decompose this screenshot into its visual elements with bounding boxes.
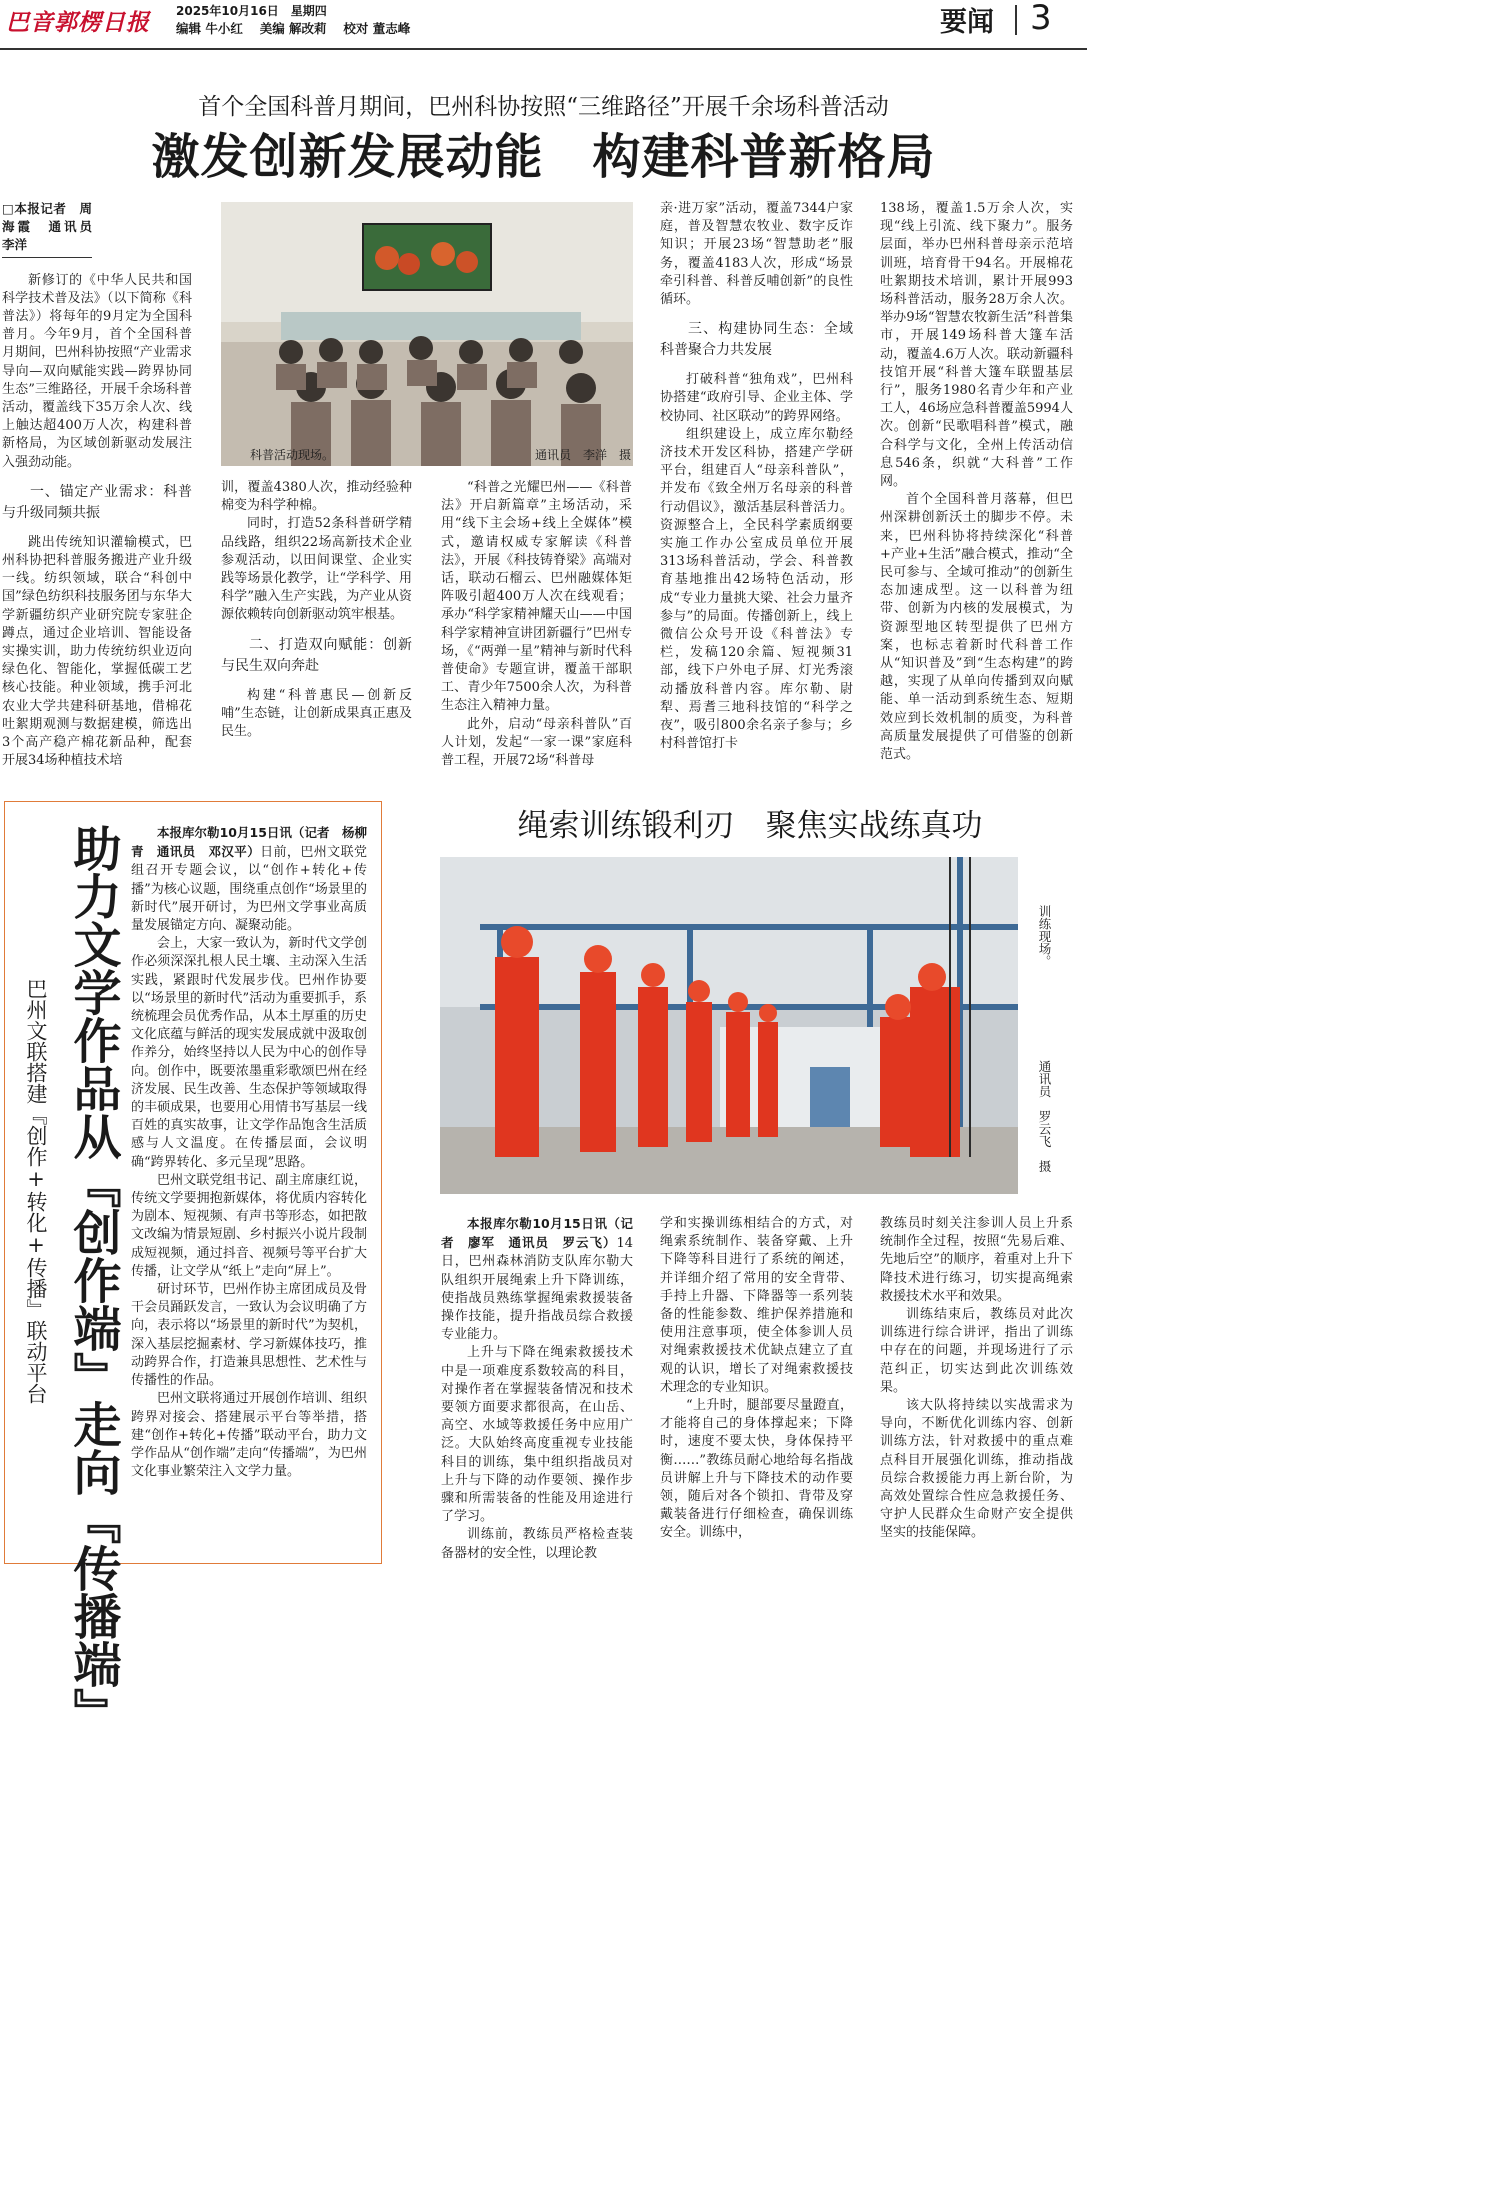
article2-byline: 本报库尔勒10月15日讯（记者 杨柳青 通讯员 邓汉平） — [131, 825, 367, 860]
article1-paragraph: 组织建设上，成立库尔勒经济技术开发区科协，搭建产学研平台，组建百人“母亲科普队”，并发布《致全州万名母亲的科普行动倡议》，激活基层科普活力。资源整合上，全民科学素质纲要实施工作办公室成员单位开展313场科普活动，学会、科普教育基地推出42场特色活动，形成“专业力量挑大梁、社会力量齐参与”的局面。传播创新上，线上微信公众号开设《科普法》专栏，发稿120余篇、短视频31部，线下户外电子屏、灯光秀滚动播放科普内容。库尔勒、尉犁、焉耆三地科技馆的“科学之夜”，吸引800余名亲子参与；乡村科普馆打卡 — [660, 426, 853, 752]
paper-name-logo: 巴音郭楞日报 — [6, 9, 150, 36]
article1-column-1 — [2, 200, 192, 778]
article3-title: 绳索训练锻利刃 聚焦实战练真功 — [517, 808, 983, 844]
photo-credit: 通讯员 李洋 摄 — [535, 448, 632, 462]
section-divider — [1015, 5, 1017, 35]
section-name: 要闻 — [940, 7, 994, 38]
article3-column-1 — [441, 1215, 633, 1560]
article1-paragraph: 新修订的《中华人民共和国科学技术普及法》（以下简称《科普法》）将每年的9月定为全国科普月。今年9月，首个全国科普月期间，巴州科协按照“产业需求导向—双向赋能实践—跨界协同生态”三维路径，开展千余场科普活动，覆盖线下35万余人次、线上触达超400万人次，构建科普新格局，为区域创新驱动发展注入强劲动能。 — [2, 272, 192, 470]
article3-paragraph: 学和实操训练相结合的方式，对绳索系统制作、装备穿戴、上升下降等科目进行了系统的阐述，并详细介绍了常用的安全背带、手持上升器、下降器等一系列装备的性能参数、维护保养措施和使用注意事项，使全体参训人员对绳索救援技术优缺点建立了直观的认识，增长了对绳索救援技术理念的专业知识。 — [660, 1216, 853, 1395]
article1-column-2 — [221, 479, 412, 779]
article1-paragraph: “科普之光耀巴州——《科普法》开启新篇章”主场活动，采用“线下主会场+线上全媒体”模式，邀请权威专家解读《科普法》，开展《科技铸脊梁》高端对话，联动石榴云、巴州融媒体矩阵吸引超400万人次在线观看；承办“科学家精神耀天山——中国科学家精神宣讲团新疆行”巴州专场，《“两弹一星”精神与新时代科普使命》专题宣讲，覆盖干部职工、青少年7500余人次，为科普生态注入精神力量。 — [441, 480, 632, 714]
masthead — [0, 0, 1087, 52]
article1-paragraph: 亲·进万家”活动，覆盖7344户家庭，普及智慧农牧业、数字反诈知识；开展23场“智慧助老”服务，覆盖4183人次，形成“场景牵引科普、科普反哺创新”的良性循环。 — [660, 201, 853, 308]
article2-paragraph: 研讨环节，巴州作协主席团成员及骨干会员踊跃发言，一致认为会议明确了方向，表示将以“场景里的新时代”为契机，深入基层挖掘素材、学习新媒体技巧，推动跨界合作，打造兼具思想性、艺术性与传播性的作品。 — [131, 1282, 367, 1389]
article1-title: 激发创新发展动能 构建科普新格局 — [151, 129, 936, 185]
page-number: 3 — [1030, 0, 1052, 38]
article2-paragraph: 巴州文联将通过开展创作培训、组织跨界对接会、搭建展示平台等举措，搭建“创作+转化+传播”联动平台，助力文学作品从“创作端”走向“传播端”，为巴州文化事业繁荣注入文学力量。 — [131, 1391, 367, 1480]
article1-byline: □本报记者 周海霞 通讯员 李洋 — [2, 200, 92, 258]
literature-article-box — [4, 801, 382, 1736]
article1-paragraph: 构建“科普惠民—创新反哺”生态链，让创新成果真正惠及民生。 — [221, 687, 412, 740]
article3-column-3 — [880, 1215, 1073, 1560]
article1-paragraph: 跳出传统知识灌输模式，巴州科协把科普服务搬进产业升级一线。纺织领域，联合“科创中国”绿色纺织科技服务团与东华大学新疆纺织产业研究院专家驻企蹲点，通过企业培训、智能设备实操实训，助力传统纺织业迈向绿色化、智能化，掌握低碳工艺核心技能。种业领域，携手河北农业大学共建科研基地，借棉花吐絮期观测与数据建模，筛选出3个高产稳产棉花新品种，配套开展34场种植技术培 — [2, 534, 192, 769]
article1-paragraph: 打破科普“独角戏”，巴州科协搭建“政府引导、企业主体、学校协同、社区联动”的跨界网络。 — [660, 372, 853, 424]
article3-paragraph: 教练员时刻关注参训人员上升系统制作全过程，按照“先易后难、先地后空”的顺序，着重对上升下降技术进行练习，切实提高绳索救援技术水平和效果。 — [880, 1216, 1073, 1304]
article1-paragraph: 同时，打造52条科普研学精品线路，组织22场高新技术企业参观活动，以田间课堂、企业实践等场景化教学，让“学科学、用科学”融入生产实践，为产业从资源依赖转向创新驱动筑牢根基。 — [221, 516, 412, 623]
science-activity-photo-illustration — [221, 202, 633, 466]
article1-subtitle: 首个全国科普月期间，巴州科协按照“三维路径”开展千余场科普活动 — [198, 94, 889, 120]
article3-paragraph: 上升与下降在绳索救援技术中是一项难度系数较高的科目，对操作者在掌握装备情况和技术要领方面要求都很高，在山岳、高空、水域等救援任务中应用广泛。大队始终高度重视专业技能科目的训练，集中组织指战员对上升与下降的动作要领、操作步骤和所需装备的性能及用途进行了学习。 — [441, 1345, 633, 1525]
article1-column-3 — [441, 479, 632, 779]
issue-date: 2025年10月16日 星期四 — [176, 4, 327, 18]
article3-paragraph: 训练前，教练员严格检查装备器材的安全性，以理论教 — [441, 1527, 633, 1561]
article1-paragraph: 训，覆盖4380人次，推动经验种棉变为科学种棉。 — [221, 480, 412, 514]
staff-credits: 编辑 牛小红 美编 解改莉 校对 董志峰 — [176, 21, 411, 36]
rope-training-photo-illustration — [440, 857, 1018, 1194]
article2-title: 助力文学作品从『创作端』走向『传播端』 — [65, 824, 121, 1736]
article1-section-heading-1: 一、锚定产业需求：科普与升级同频共振 — [2, 483, 192, 521]
rope-photo-credit: 通讯员 罗云飞 摄 — [1037, 1060, 1052, 1173]
photo-caption: 科普活动现场。 — [250, 448, 335, 462]
science-activity-photo — [221, 202, 633, 466]
article1-section-heading-2: 二、打造双向赋能：创新与民生双向奔赴 — [221, 636, 412, 674]
article3-lead: 14日，巴州森林消防支队库尔勒大队组织开展绳索上升下降训练，使指战员熟练掌握绳索救援装备操作技能，提升指战员综合救援专业能力。 — [441, 1236, 633, 1343]
article2-paragraph: 巴州文联党组书记、副主席康红说，传统文学要拥抱新媒体，将优质内容转化为剧本、短视频、有声书等形态，如把散文改编为情景短剧、乡村振兴小说片段制成短视频，通过抖音、视频号等平台扩大传播，让文学从“纸上”走向“屏上”。 — [131, 1172, 367, 1279]
article3-paragraph: 训练结束后，教练员对此次训练进行综合讲评，指出了训练中存在的问题，并现场进行了示范纠正，切实达到此次训练效果。 — [880, 1307, 1073, 1395]
rope-training-photo — [440, 857, 1018, 1194]
article2-paragraph: 会上，大家一致认为，新时代文学创作必须深深扎根人民土壤、主动深入生活实践，紧跟时代发展步伐。巴州作协要以“场景里的新时代”活动为重要抓手，系统梳理会员优秀作品，从本土厚重的历史文化底蕴与鲜活的现实发展成就中汲取创作养分，始终坚持以人民为中心的创作导向。创作中，既要浓墨重彩歌颂巴州在经济发展、民生改善、生态保护等领域取得的丰硕成果，也要用心用情书写基层一线百姓的真实故事，让文学作品饱含生活质感与人文温度。在传播层面，会议明确“跨界转化、多元呈现”思路。 — [131, 936, 367, 1170]
article3-paragraph: 该大队将持续以实战需求为导向，不断优化训练内容、创新训练方法，针对救援中的重点难点科目开展强化训练，推动指战员综合救援能力再上新台阶，为高效处置综合性应急救援任务、守护人民群众生命财产安全提供坚实的技能保障。 — [880, 1398, 1073, 1541]
article1-paragraph: 此外，启动“母亲科普队”百人计划，发起“一家一课”家庭科普工程，开展72场“科普母 — [441, 716, 632, 769]
rope-photo-caption: 训练现场。 — [1037, 905, 1052, 968]
article2-lead: 日前，巴州文联党组召开专题会议，以“创作+转化+传播”为核心议题，围绕重点创作“场景里的新时代”展开研讨，为巴州文学事业高质量发展锚定方向、凝聚动能。 — [131, 845, 367, 934]
article1-column-4 — [660, 200, 853, 778]
article1-paragraph: 首个全国科普月落幕，但巴州深耕创新沃土的脚步不停。未来，巴州科协将持续深化“科普+产业+生活”融合模式，推动“全民可参与、全域可推动”的创新生态加速成型。这一以科普为纽带、创新为内核的发展模式，为资源型地区转型提供了巴州方案，也标志着新时代科普工作从“知识普及”到“生态构建”的跨越，实现了从单向传播到双向赋能、单一活动到系统生态、短期效应到长效机制的质变，为科普高质量发展提供了可借鉴的创新范式。 — [880, 492, 1073, 763]
article3-column-2 — [660, 1215, 853, 1560]
masthead-rule — [0, 48, 1087, 50]
article2-subtitle: 巴州文联搭建『创作+转化+传播』联动平台 — [24, 978, 48, 1404]
article1-section-heading-3: 三、构建协同生态：全域科普聚合力共发展 — [660, 321, 853, 359]
article1-column-5 — [880, 200, 1073, 778]
article2-column — [131, 824, 367, 1554]
article1-paragraph: 138场，覆盖1.5万余人次，实现“线上引流、线下聚力”。服务层面，举办巴州科普母亲示范培训班，培育骨干94名。开展棉花吐絮期技术培训，累计开展993场科普活动，服务28万余人次。举办9场“智慧农牧新生活”科普集市，开展149场科普大篷车活动，覆盖4.6万人次。联动新疆科技馆开展“科普大篷车联盟基层行”，服务1980名青少年和产业工人，46场应急科普覆盖5994人次。创新“民歌唱科普”模式，融合科学与文化，全州上传活动信息546条，织就“大科普”工作网。 — [880, 201, 1073, 490]
article3-byline: 本报库尔勒10月15日讯（记者 廖军 通讯员 罗云飞） — [441, 1216, 633, 1251]
article3-paragraph: “上升时，腿部要尽量蹬直，才能将自己的身体撑起来；下降时，速度不要太快，身体保持平衡……”教练员耐心地给每名指战员讲解上升与下降技术的动作要领，随后对各个锁扣、背带及穿戴装备进行仔细检查，确保训练安全。训练中， — [660, 1398, 853, 1541]
